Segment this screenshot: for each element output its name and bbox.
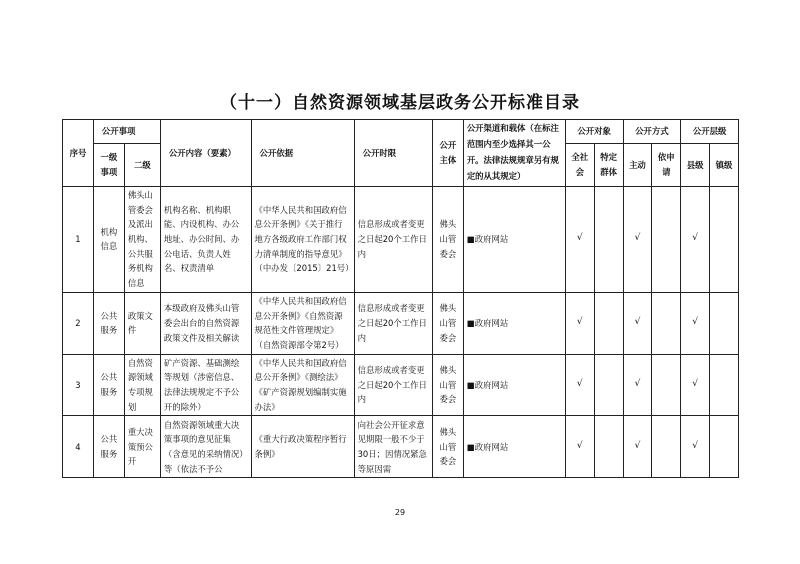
cell-content: 自然资源领域重大决策事项的意见征集（含意见的采纳情况）等（依法不予公 <box>160 416 251 478</box>
header-subject: 公开主体 <box>432 120 463 187</box>
cell-time: 向社会公开征求意见期限一般不少于30日；因情况紧急等原因需 <box>354 416 432 478</box>
cell-time: 信息形成或者变更之日起20个工作日内 <box>354 354 432 416</box>
cell-content: 本级政府及佛头山管委会出台的自然资源政策文件及相关解读 <box>160 292 251 354</box>
cell-target-all: √ <box>565 186 594 292</box>
cell-level2: 佛头山管委会及派出机构、公共服务机构信息 <box>124 186 160 292</box>
cell-channel: ■政府网站 <box>463 354 565 416</box>
header-level1: 一级事项 <box>93 144 124 187</box>
cell-level-town <box>710 354 739 416</box>
cell-content: 矿产资源、基础测绘等规划（涉密信息、法律法规规定不予公开的除外） <box>160 354 251 416</box>
cell-method-active: √ <box>623 416 652 478</box>
cell-seq: 4 <box>63 416 94 478</box>
header-time: 公开时限 <box>354 120 432 187</box>
cell-target-specific <box>594 186 623 292</box>
table-row <box>63 186 739 292</box>
cell-level-town <box>710 416 739 478</box>
cell-basis: 《中华人民共和国政府信息公开条例》《关于推行地方各级政府工作部门权力清单制度的指导意见》（中办发〔2015〕21号） <box>251 186 354 292</box>
header-method: 公开方式 <box>623 120 681 144</box>
header-level-county: 县级 <box>681 144 710 187</box>
cell-basis: 《重大行政决策程序暂行条例》 <box>251 416 354 478</box>
header-method-request: 依申请 <box>652 144 681 187</box>
cell-time: 信息形成或者变更之日起20个工作日内 <box>354 186 432 292</box>
header-channel: 公开渠道和载体（在标注范围内至少选择其一公开。法律法规规章另有规定的从其规定） <box>463 120 565 187</box>
cell-level-county: √ <box>681 292 710 354</box>
cell-method-active: √ <box>623 354 652 416</box>
page-title: （十一）自然资源领域基层政务公开标准目录 <box>220 93 580 113</box>
catalog-table <box>62 119 739 478</box>
cell-method-request <box>652 186 681 292</box>
cell-target-specific <box>594 292 623 354</box>
cell-target-all: √ <box>565 416 594 478</box>
cell-target-specific <box>594 354 623 416</box>
cell-method-request <box>652 354 681 416</box>
cell-level1: 公共服务 <box>93 292 124 354</box>
page-number: 29 <box>394 508 406 517</box>
header-matter: 公开事项 <box>93 120 160 144</box>
header-level: 公开层级 <box>681 120 739 144</box>
cell-level-county: √ <box>681 416 710 478</box>
cell-level-county: √ <box>681 354 710 416</box>
cell-level1: 机构信息 <box>93 186 124 292</box>
header-target-all: 全社会 <box>565 144 594 187</box>
cell-channel: ■政府网站 <box>463 292 565 354</box>
cell-level1: 公共服务 <box>93 416 124 478</box>
table-row <box>63 292 739 354</box>
header-content: 公开内容（要素） <box>160 120 251 187</box>
header-method-active: 主动 <box>623 144 652 187</box>
table-row <box>63 354 739 416</box>
cell-seq: 3 <box>63 354 94 416</box>
cell-channel: ■政府网站 <box>463 416 565 478</box>
cell-seq: 2 <box>63 292 94 354</box>
cell-basis: 《中华人民共和国政府信息公开条例》《测绘法》《矿产资源规划编制实施办法》 <box>251 354 354 416</box>
cell-level-county: √ <box>681 186 710 292</box>
header-target: 公开对象 <box>565 120 623 144</box>
header-level-town: 镇级 <box>710 144 739 187</box>
cell-channel: ■政府网站 <box>463 186 565 292</box>
cell-level2: 重大决策预公开 <box>124 416 160 478</box>
header-seq: 序号 <box>63 120 94 187</box>
cell-level2: 政策文件 <box>124 292 160 354</box>
header-level2: 二级 <box>124 144 160 187</box>
header-target-specific: 特定群体 <box>594 144 623 187</box>
cell-target-all: √ <box>565 354 594 416</box>
header-basis: 公开依据 <box>251 120 354 187</box>
cell-level1: 公共服务 <box>93 354 124 416</box>
cell-level-town <box>710 292 739 354</box>
cell-subject: 佛头山管委会 <box>432 186 463 292</box>
cell-time: 信息形成或者变更之日起20个工作日内 <box>354 292 432 354</box>
cell-seq: 1 <box>63 186 94 292</box>
cell-level2: 自然资源领域专项规划 <box>124 354 160 416</box>
cell-basis: 《中华人民共和国政府信息公开条例》《自然资源规范性文件管理规定》（自然资源部令第2号） <box>251 292 354 354</box>
cell-method-request <box>652 292 681 354</box>
cell-target-all: √ <box>565 292 594 354</box>
cell-method-active: √ <box>623 292 652 354</box>
cell-subject: 佛头山管委会 <box>432 416 463 478</box>
cell-method-active: √ <box>623 186 652 292</box>
cell-method-request <box>652 416 681 478</box>
cell-subject: 佛头山管委会 <box>432 354 463 416</box>
cell-subject: 佛头山管委会 <box>432 292 463 354</box>
cell-level-town <box>710 186 739 292</box>
cell-target-specific <box>594 416 623 478</box>
table-row <box>63 416 739 478</box>
cell-content: 机构名称、机构职能、内设机构、办公地址、办公时间、办公电话、负责人姓名、权责清单 <box>160 186 251 292</box>
